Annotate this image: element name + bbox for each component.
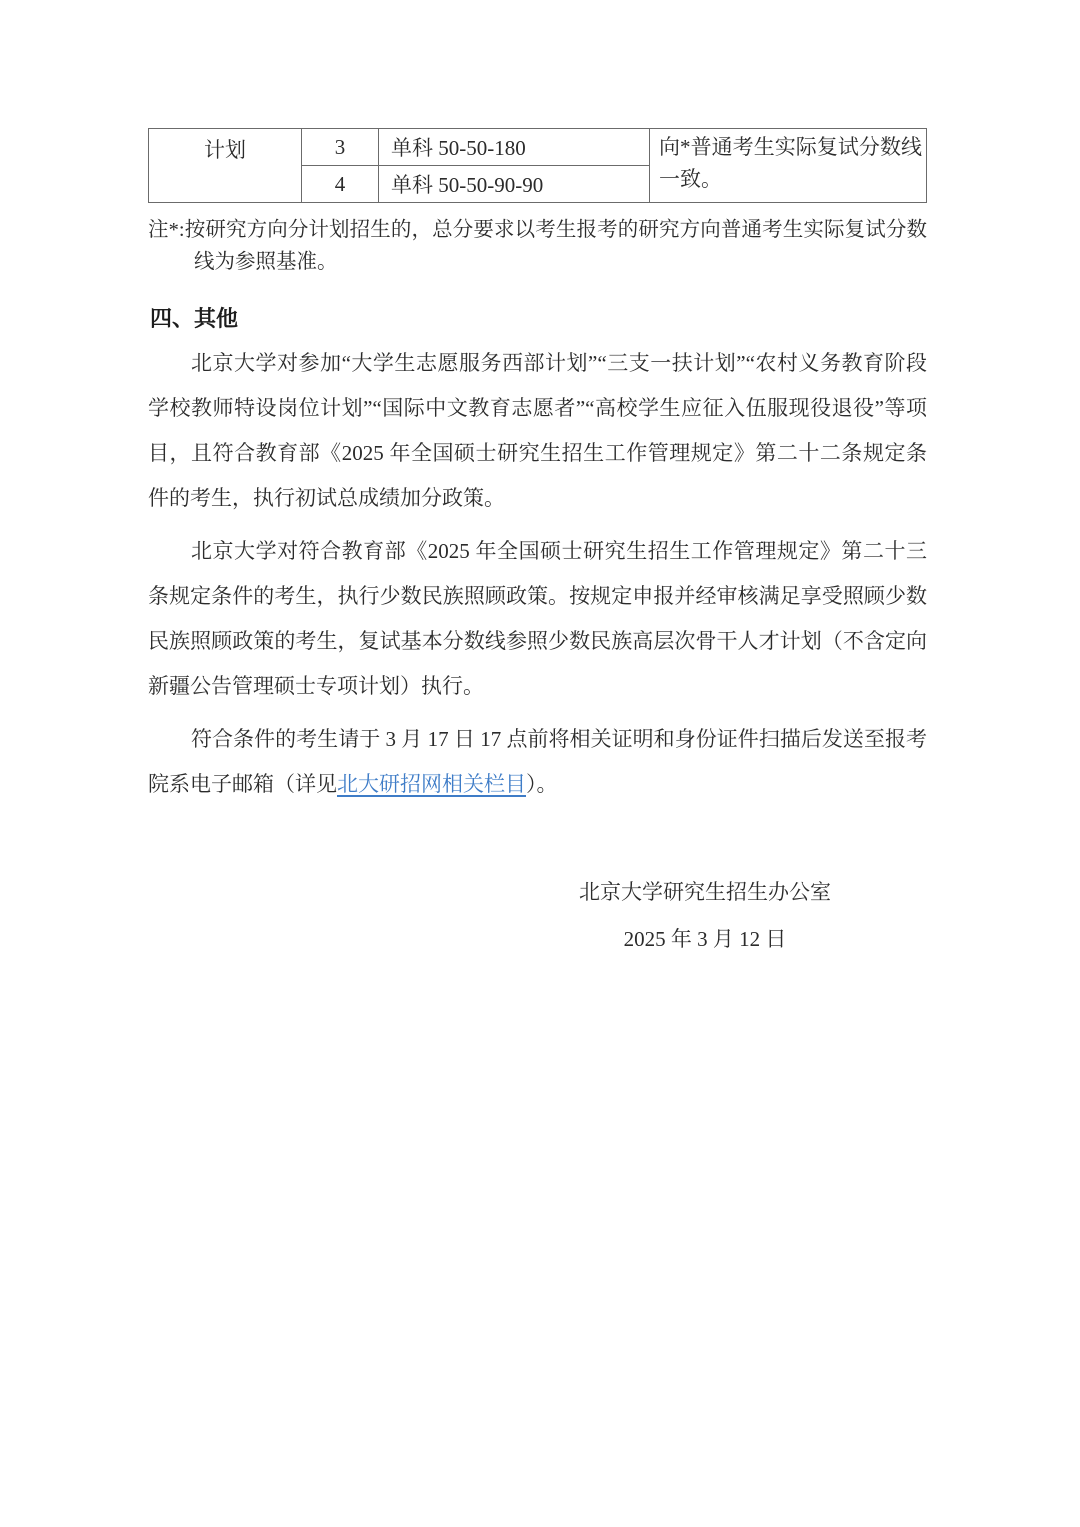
- table-cell-number: 3: [302, 129, 379, 166]
- table-cell-score-line: 单科 50-50-180: [379, 129, 650, 166]
- footnote: [148, 214, 927, 278]
- signature-block: [579, 869, 831, 963]
- signature-date: 2025 年 3 月 12 日: [623, 927, 787, 951]
- footnote-prefix: 注*:: [148, 219, 185, 241]
- paragraph-deadline: [148, 717, 927, 807]
- table-row: [149, 129, 927, 166]
- paragraph-deadline-text: 符合条件的考生请于 3 月 17 日 17 点前将相关证明和身份证件扫描后发送至报考院系电子邮箱（详见: [148, 727, 927, 796]
- score-table: [148, 128, 927, 203]
- paragraph-minority-policy: 北京大学对符合教育部《2025 年全国硕士研究生招生工作管理规定》第二十三条规定条件的考生，执行少数民族照顾政策。按规定申报并经审核满足享受照顾少数民族照顾政策的考生，复试基本分数线参照少数民族高层次骨干人才计划（不含定向新疆公告管理硕士专项计划）执行。: [148, 539, 927, 698]
- table-cell-remark: 向*普通考生实际复试分数线一致。: [650, 129, 927, 203]
- pku-admissions-site-link[interactable]: 北大研招网相关栏目: [337, 772, 526, 796]
- table-cell-number: 4: [302, 166, 379, 203]
- table-cell-score-line: 单科 50-50-90-90: [379, 166, 650, 203]
- paragraph-deadline-tail: ）。: [526, 772, 558, 796]
- footnote-text: 按研究方向分计划招生的，总分要求以考生报考的研究方向普通考生实际复试分数线为参照基准。: [184, 219, 927, 273]
- document-content: [148, 128, 927, 963]
- table-cell-plan-label: 计划: [149, 129, 302, 203]
- section-heading: 四、其他: [150, 306, 239, 331]
- signature-org: 北京大学研究生招生办公室: [579, 880, 831, 904]
- paragraph-bonus-policy: 北京大学对参加“大学生志愿服务西部计划”“三支一扶计划”“农村义务教育阶段学校教师特设岗位计划”“国际中文教育志愿者”“高校学生应征入伍服现役退役”等项目，且符合教育部《2025 年全国硕士研究生招生工作管理规定》第二十二条规定条件的考生，执行初试总成绩加分政策。: [148, 351, 927, 510]
